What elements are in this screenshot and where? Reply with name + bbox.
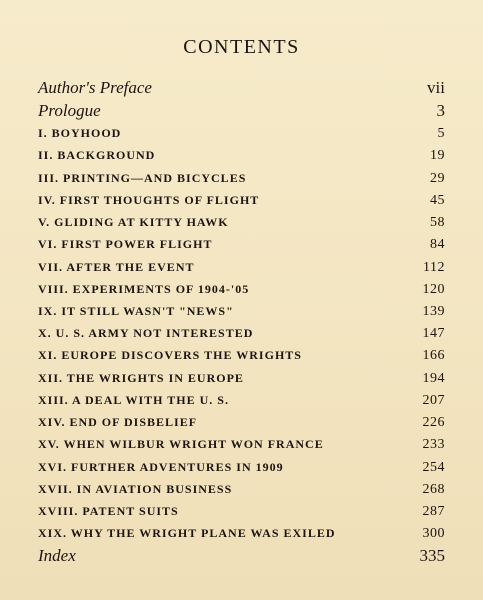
toc-entry-label: Prologue (38, 101, 101, 120)
toc-entry-page: 19 (430, 148, 445, 163)
toc-entry (38, 215, 445, 231)
toc-entry-label: XVI. FURTHER ADVENTURES IN 1909 (38, 460, 284, 474)
toc-entry-page: 254 (422, 460, 445, 475)
toc-entry (38, 193, 445, 209)
toc-entry-page: 268 (422, 482, 445, 497)
toc-entry-page: 3 (436, 101, 445, 120)
toc-entry (38, 460, 445, 476)
toc-entry-page: 45 (430, 193, 445, 208)
toc-entry-page: 335 (419, 546, 445, 565)
toc-entry-label: VII. AFTER THE EVENT (38, 260, 195, 274)
toc-entry (38, 504, 445, 520)
toc-entry-label: X. U. S. ARMY NOT INTERESTED (38, 326, 254, 340)
toc-entry-page: 5 (437, 126, 445, 141)
toc-entry-label: Author's Preface (38, 78, 152, 97)
toc-entry (38, 371, 445, 387)
toc-entry-page: 112 (423, 260, 445, 275)
toc-entry-label: XVIII. PATENT SUITS (38, 504, 179, 518)
toc-entry-label: III. PRINTING—AND BICYCLES (38, 171, 247, 185)
toc-entry-label: I. BOYHOOD (38, 126, 122, 140)
toc-entry-page: 226 (422, 415, 445, 430)
toc-entry (38, 171, 445, 187)
toc-entry-label: VIII. EXPERIMENTS OF 1904-'05 (38, 282, 250, 296)
toc-entry-label: Index (38, 546, 76, 565)
toc-entry-page: 300 (422, 526, 445, 541)
toc-entry (38, 415, 445, 431)
toc-entry-label: XI. EUROPE DISCOVERS THE WRIGHTS (38, 348, 302, 362)
toc-entry (38, 282, 445, 298)
toc-entry-label: XIII. A DEAL WITH THE U. S. (38, 393, 229, 407)
toc-entry (38, 304, 445, 320)
toc-entry-page: 166 (422, 348, 445, 363)
page-title: CONTENTS (183, 36, 300, 58)
toc-entry-page: vii (427, 78, 445, 97)
toc-entry-label: IV. FIRST THOUGHTS OF FLIGHT (38, 193, 260, 207)
toc-entry-label: XIV. END OF DISBELIEF (38, 415, 198, 429)
toc-entry (38, 546, 445, 566)
toc-entry-label: II. BACKGROUND (38, 148, 156, 162)
toc-entry (38, 326, 445, 342)
toc-entry-page: 29 (430, 171, 445, 186)
toc-entry-page: 120 (422, 282, 445, 297)
toc-entry (38, 101, 445, 121)
toc-entry-page: 147 (422, 326, 445, 341)
toc-entry-page: 58 (430, 215, 445, 230)
toc-entry-label: XIX. WHY THE WRIGHT PLANE WAS EXILED (38, 526, 336, 540)
toc-entry-label: VI. FIRST POWER FLIGHT (38, 237, 213, 251)
toc-entry-page: 233 (422, 437, 445, 452)
toc-entry (38, 482, 445, 498)
toc-entry-label: XVII. IN AVIATION BUSINESS (38, 482, 233, 496)
toc-entry-page: 194 (422, 371, 445, 386)
toc-entry-page: 139 (422, 304, 445, 319)
toc-entry (38, 437, 445, 453)
toc-entry (38, 126, 445, 142)
toc-entry-page: 207 (422, 393, 445, 408)
toc-entry-label: IX. IT STILL WASN'T "NEWS" (38, 304, 234, 318)
toc-entry (38, 260, 445, 276)
toc-entry-page: 287 (422, 504, 445, 519)
toc-entry (38, 348, 445, 364)
toc-entry-label: XV. WHEN WILBUR WRIGHT WON FRANCE (38, 437, 324, 451)
toc-entry (38, 393, 445, 409)
toc-entry-page: 84 (430, 237, 445, 252)
toc-entry (38, 78, 445, 98)
toc-entry-label: V. GLIDING AT KITTY HAWK (38, 215, 229, 229)
toc-entry (38, 526, 445, 542)
toc-entry (38, 148, 445, 164)
toc-entry-label: XII. THE WRIGHTS IN EUROPE (38, 371, 244, 385)
toc-entry (38, 237, 445, 253)
